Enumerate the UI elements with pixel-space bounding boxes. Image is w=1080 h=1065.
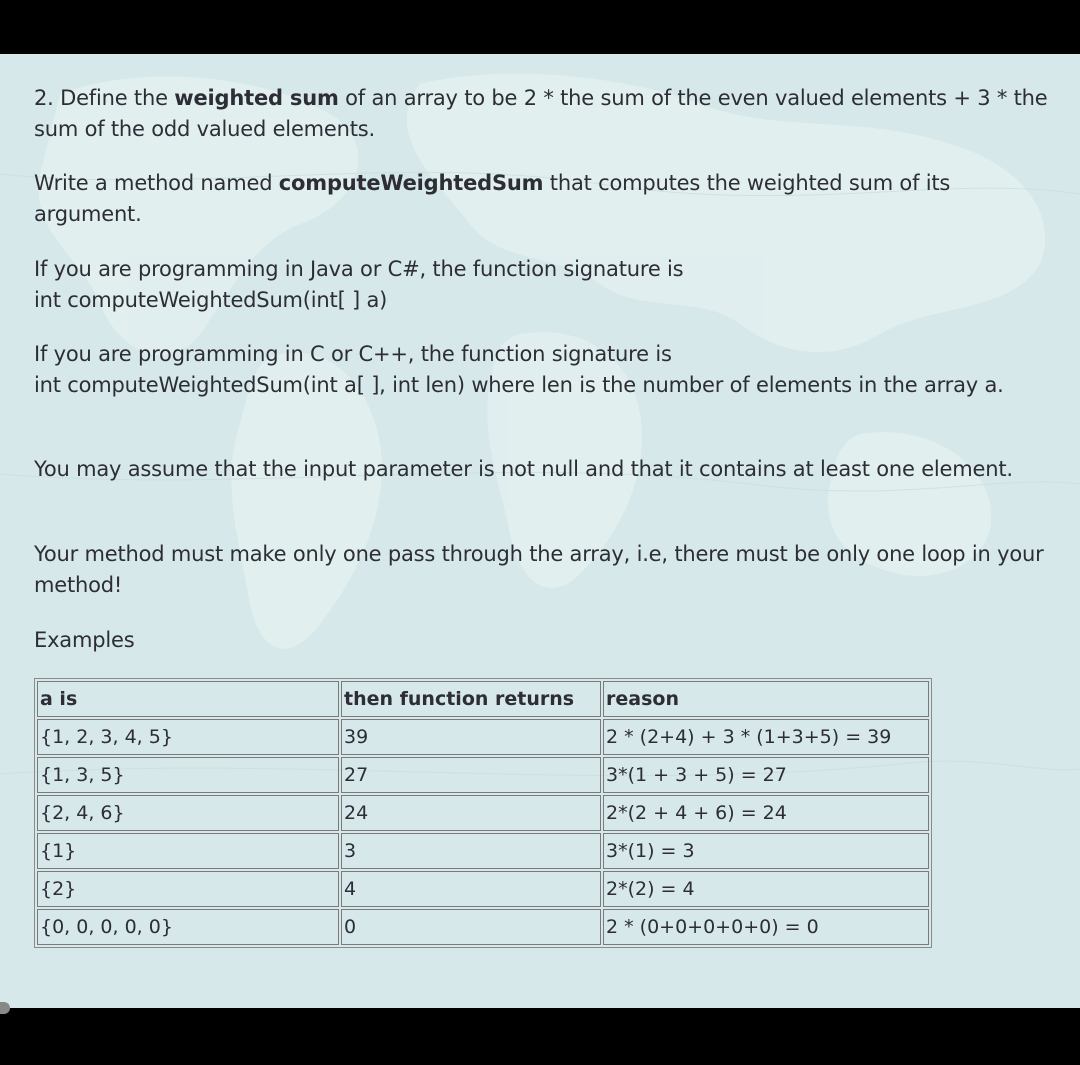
- cell-result: 4: [341, 871, 601, 907]
- table-row: [37, 795, 929, 831]
- cell-result: 3: [341, 833, 601, 869]
- cell-result: 24: [341, 795, 601, 831]
- cell-input: {2, 4, 6}: [37, 795, 339, 831]
- cell-input: {1}: [37, 833, 339, 869]
- cell-reason: 2*(2 + 4 + 6) = 24: [603, 795, 929, 831]
- cell-reason: 2*(2) = 4: [603, 871, 929, 907]
- cell-reason: 3*(1) = 3: [603, 833, 929, 869]
- cell-input: {1, 2, 3, 4, 5}: [37, 719, 339, 755]
- assumption-paragraph: [34, 454, 1064, 485]
- definition-paragraph: [34, 83, 1064, 145]
- table-row: [37, 833, 929, 869]
- cell-reason: 3*(1 + 3 + 5) = 27: [603, 757, 929, 793]
- definition-text-end: of an array to be 2 * the sum of the even valued elements + 3 * the sum of the odd valued elements.: [34, 86, 1048, 141]
- method-text-start: Write a method named: [34, 171, 279, 195]
- examples-table: [34, 678, 932, 948]
- cell-input: {0, 0, 0, 0, 0}: [37, 909, 339, 945]
- examples-label: Examples: [34, 628, 135, 652]
- assumption-text: You may assume that the input parameter is not null and that it contains at least one element.: [34, 457, 1013, 481]
- method-name: computeWeightedSum: [278, 171, 544, 195]
- table-row: [37, 757, 929, 793]
- header-reason: reason: [603, 681, 929, 717]
- header-returns: then function returns: [341, 681, 601, 717]
- scroll-handle[interactable]: [0, 1002, 10, 1014]
- examples-heading: [34, 625, 1064, 656]
- problem-page: [0, 54, 1080, 1008]
- table-header-row: [37, 681, 929, 717]
- c-signature-paragraph: [34, 339, 1064, 401]
- one-pass-text: Your method must make only one pass through the array, i.e, there must be only one loop in your method!: [34, 542, 1044, 597]
- c-signature-intro: If you are programming in C or C++, the function signature is: [34, 342, 672, 366]
- method-paragraph: [34, 168, 1064, 230]
- c-signature: int computeWeightedSum(int a[ ], int len) where len is the number of elements in the array a.: [34, 373, 1004, 397]
- cell-input: {2}: [37, 871, 339, 907]
- cell-result: 39: [341, 719, 601, 755]
- cell-result: 27: [341, 757, 601, 793]
- header-a-is: a is: [37, 681, 339, 717]
- java-signature: int computeWeightedSum(int[ ] a): [34, 288, 388, 312]
- cell-reason: 2 * (2+4) + 3 * (1+3+5) = 39: [603, 719, 929, 755]
- one-pass-paragraph: [34, 539, 1064, 601]
- cell-reason: 2 * (0+0+0+0+0) = 0: [603, 909, 929, 945]
- cell-result: 0: [341, 909, 601, 945]
- definition-text-start: 2. Define the: [34, 86, 175, 110]
- table-row: [37, 719, 929, 755]
- table-row: [37, 909, 929, 945]
- java-signature-paragraph: [34, 254, 1064, 316]
- table-row: [37, 871, 929, 907]
- java-signature-intro: If you are programming in Java or C#, the function signature is: [34, 257, 684, 281]
- cell-input: {1, 3, 5}: [37, 757, 339, 793]
- method-text-end: that computes the weighted sum of its argument.: [34, 171, 951, 226]
- weighted-sum-term: weighted sum: [174, 86, 339, 110]
